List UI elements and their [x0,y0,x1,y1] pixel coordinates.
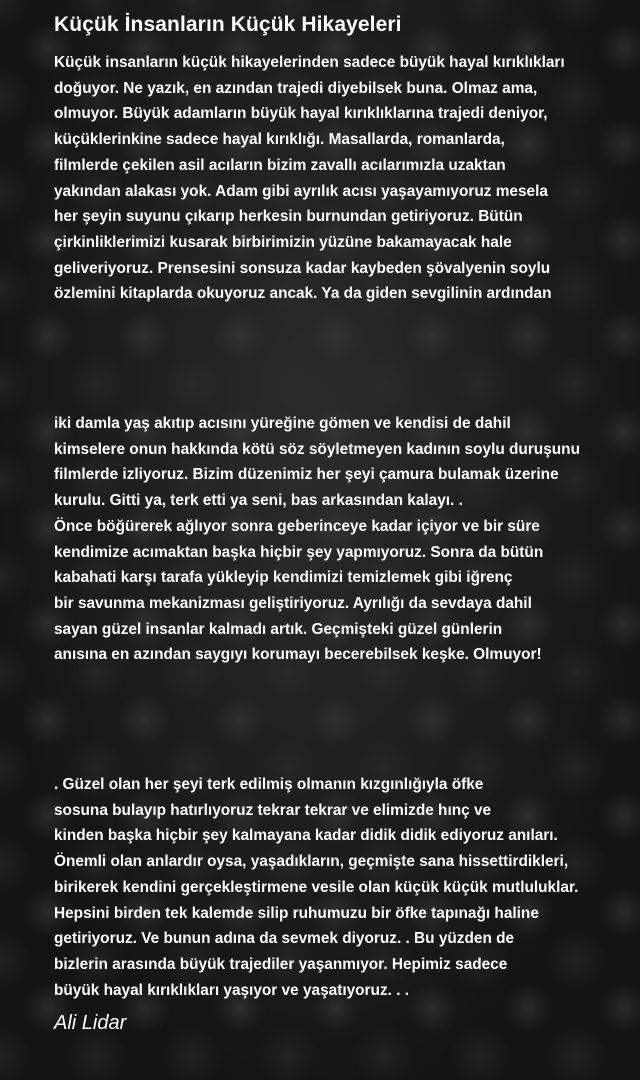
stanza-1 [54,50,634,307]
poem-line: kendimize acımaktan başka hiçbir şey yapmıyoruz. Sonra da bütün [54,543,544,561]
poem-container [54,0,634,1038]
poem-line: doğuyor. Ne yazık, en azından trajedi diyebilsek buna. Olmaz ama, [54,79,538,97]
poem-line: Küçük insanların küçük hikayelerinden sadece büyük hayal kırıklıkları [54,54,565,71]
poem-line: kurulu. Gitti ya, terk etti ya seni, bas arkasından kalayı. . [54,492,463,510]
poem-line: olmuyor. Büyük adamların büyük hayal kırıklıklarına trajedi deniyor, [54,105,548,123]
poem-line: kimselere onun hakkında kötü söz söyletmeyen kadının soylu duruşunu [54,440,580,458]
poem-line: filmlerde izliyoruz. Bizim düzenimiz her şeyi çamura bulamak üzerine [54,466,559,484]
poem-line: iki damla yaş akıtıp acısını yüreğine gömen ve kendisi de dahil [54,415,511,433]
poem-line: geliveriyoruz. Prensesini sonsuza kadar kaybeden şövalyenin soylu [54,259,551,277]
poem-line: bizlerin arasında büyük trajediler yaşanmıyor. Hepimiz sadece [54,955,508,973]
poem-line: . Güzel olan her şeyi terk edilmiş olmanın kızgınlığıyla öfke [54,776,484,794]
poem-line: Önemli olan anlardır oysa, yaşadıkların, geçmişte sana hissettirdikleri, [54,853,569,871]
poem-line: küçüklerinkine sadece hayal kırıklığı. Masallarda, romanlarda, [54,131,505,149]
poem-line: filmlerde çekilen asil acıların bizim zavallı acılarımızla uzaktan [54,156,506,174]
poem-line: yakından alakası yok. Adam gibi ayrılık acısı yaşayamıyoruz mesela [54,182,548,200]
author-signature: Ali Lidar [54,1012,127,1035]
poem-line: bir savunma mekanizması geliştiriyoruz. Ayrılığı da sevdaya dahil [54,594,532,612]
poem-line: sosuna bulayıp hatırlıyoruz tekrar tekrar ve elimizde hınç ve [54,801,492,819]
poem-title: Küçük İnsanların Küçük Hikayeleri [54,13,402,36]
stanza-2 [54,411,634,668]
poem-line: özlemini kitaplarda okuyoruz ancak. Ya da giden sevgilinin ardından [54,285,552,303]
poem-line: çirkinliklerimizi kusarak birbirimizin yüzüne bakamayacak hale [54,233,512,251]
poem-line: büyük hayal kırıklıkları yaşıyor ve yaşatıyoruz. . . [54,981,410,999]
poem-line: getiriyoruz. Ve bunun adına da sevmek diyoruz. . Bu yüzden de [54,930,515,948]
poem-line: anısına en azından saygıyı korumayı becerebilsek keşke. Olmuyor! [54,646,542,664]
poem-line: Önce böğürerek ağlıyor sonra geberinceye kadar içiyor ve bir süre [54,517,540,535]
stanza-3 [54,772,634,1003]
poem-line: her şeyin suyunu çıkarıp herkesin burnundan getiriyoruz. Bütün [54,208,523,226]
poem-line: kinden başka hiçbir şey kalmayana kadar didik didik ediyoruz anıları. [54,827,558,845]
poem-line: kabahati karşı tarafa yükleyip kendimizi temizlemek gibi iğrenç [54,569,513,587]
poem-line: Hepsini birden tek kalemde silip ruhumuzu bir öfke tapınağı haline [54,904,539,922]
poem-line: sayan güzel insanlar kalmadı artık. Geçmişteki güzel günlerin [54,620,503,638]
poem-line: birikerek kendini gerçekleştirmene vesile olan küçük küçük mutluluklar. [54,878,579,896]
